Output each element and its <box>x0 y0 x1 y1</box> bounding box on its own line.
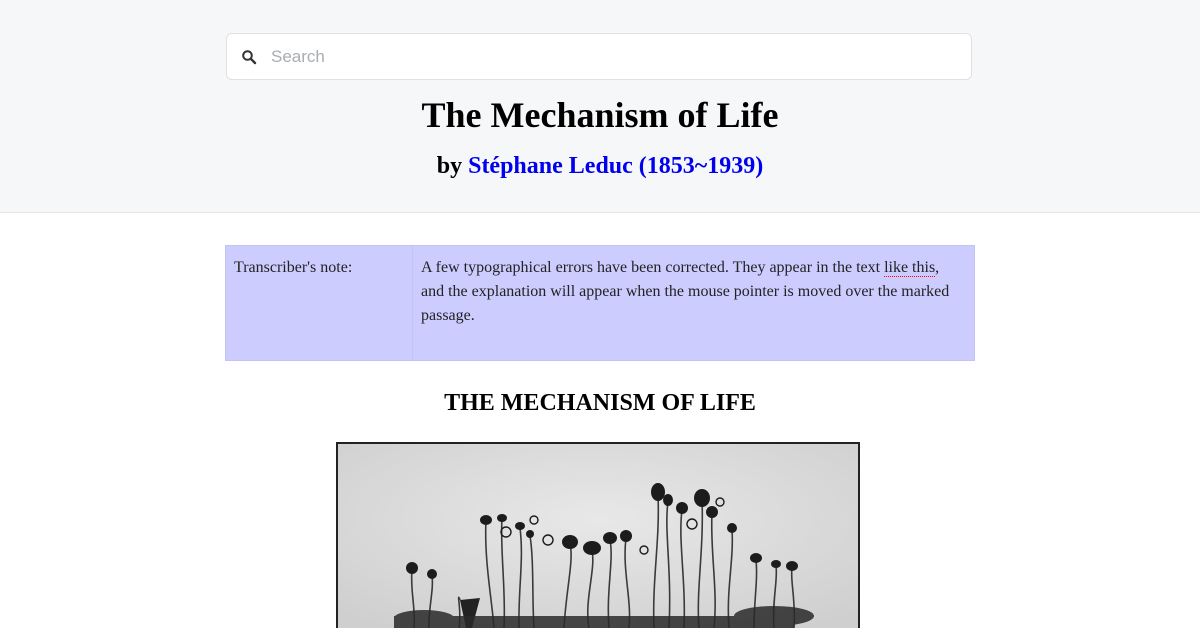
search-icon <box>241 49 257 65</box>
note-text-after: , and the explanation will appear when the mouse pointer is moved over the marked passage. <box>421 259 950 324</box>
byline-prefix: by <box>436 153 469 179</box>
search-input[interactable] <box>271 34 951 79</box>
byline <box>0 150 1200 182</box>
transcriber-note-label: Transcriber's note: <box>226 246 413 361</box>
section-heading: THE MECHANISM OF LIFE <box>444 390 756 416</box>
transcriber-note-text <box>413 246 975 361</box>
transcriber-note <box>225 245 975 361</box>
page-title: The Mechanism of Life <box>421 95 779 135</box>
typo-example[interactable]: like this <box>884 259 936 276</box>
search-box[interactable] <box>226 33 972 80</box>
page-header <box>0 0 1200 213</box>
author-link[interactable]: Stéphane Leduc (1853~1939) <box>468 153 764 179</box>
frontispiece-image <box>334 440 862 628</box>
note-text-before: A few typographical errors have been corrected. They appear in the text <box>421 259 885 276</box>
osmotic-growth-illustration <box>334 440 862 628</box>
